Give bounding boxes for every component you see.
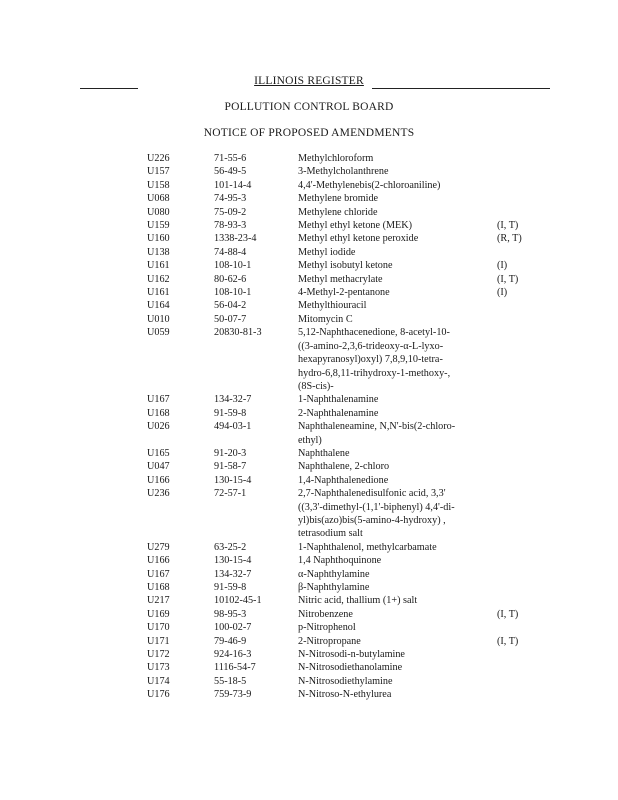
waste-code: U279 — [147, 541, 170, 553]
table-row — [0, 554, 618, 567]
substance-name — [298, 420, 488, 447]
substance-name — [298, 152, 488, 165]
cas-number: 101-14-4 — [214, 179, 252, 191]
substance-name-line: N-Nitroso-N-ethylurea — [298, 689, 392, 701]
substance-name — [298, 273, 488, 286]
table-row — [0, 407, 618, 420]
substance-name-line: N-Nitrosodi-n-butylamine — [298, 649, 405, 661]
board-title: POLLUTION CONTROL BOARD — [224, 101, 394, 113]
substance-name-line: Naphthaleneamine, N,N'-bis(2-chloro- — [298, 421, 456, 433]
notice-title: NOTICE OF PROPOSED AMENDMENTS — [203, 127, 415, 139]
waste-code: U138 — [147, 246, 170, 258]
cas-number: 98-95-3 — [214, 608, 247, 620]
table-row — [0, 541, 618, 554]
substance-name-line: hydro-6,8,11-trihydroxy-1-methoxy-, — [298, 367, 451, 379]
table-row — [0, 393, 618, 406]
cas-number: 134-32-7 — [214, 568, 252, 580]
table-row — [0, 661, 618, 674]
waste-code: U170 — [147, 622, 170, 634]
substance-name — [298, 246, 488, 259]
waste-code: U047 — [147, 461, 170, 473]
table-row — [0, 165, 618, 178]
cas-number: 134-32-7 — [214, 394, 252, 406]
table-row — [0, 313, 618, 326]
substance-name — [298, 192, 488, 205]
waste-code: U217 — [147, 595, 170, 607]
cas-number: 130-15-4 — [214, 555, 252, 567]
waste-code: U080 — [147, 206, 170, 218]
substance-name — [298, 474, 488, 487]
cas-number: 71-55-6 — [214, 153, 247, 164]
substance-name-line: Methyl iodide — [298, 246, 356, 258]
cas-number: 1338-23-4 — [214, 233, 257, 245]
substance-name — [298, 460, 488, 473]
waste-code: U165 — [147, 447, 170, 459]
substance-name — [298, 447, 488, 460]
table-row — [0, 568, 618, 581]
substance-name-line: 5,12-Naphthacenedione, 8-acetyl-10- — [298, 327, 450, 339]
header-rule-right — [372, 88, 550, 89]
cas-number: 91-20-3 — [214, 447, 247, 459]
waste-code: U164 — [147, 300, 170, 312]
cas-number: 1116-54-7 — [214, 662, 256, 674]
cas-number: 130-15-4 — [214, 474, 252, 486]
substance-name-line: Methyl ethyl ketone peroxide — [298, 233, 419, 245]
substance-name-line: 1-Naphthalenamine — [298, 394, 379, 406]
substance-name-line: N-Nitrosodiethanolamine — [298, 662, 403, 674]
cas-number: 100-02-7 — [214, 622, 252, 634]
substance-name — [298, 608, 488, 621]
substance-name — [298, 675, 488, 688]
table-row — [0, 192, 618, 205]
waste-code: U160 — [147, 233, 170, 245]
substance-name-line: Naphthalene, 2-chloro — [298, 461, 390, 473]
cas-number: 91-59-8 — [214, 582, 247, 593]
substance-name — [298, 259, 488, 272]
substance-name-line: ((3,3'-dimethyl-(1,1'-biphenyl) 4,4'-di- — [298, 501, 455, 513]
hazard-code: (I) — [497, 287, 508, 299]
substance-name — [298, 219, 488, 232]
substance-name — [298, 568, 488, 581]
cas-number: 74-95-3 — [214, 193, 247, 205]
waste-code: U168 — [147, 407, 170, 419]
substance-name-line: 2-Naphthalenamine — [298, 407, 379, 419]
substance-name — [298, 313, 488, 326]
waste-code: U158 — [147, 179, 170, 191]
substance-name-line: hexapyranosyl)oxyl) 7,8,9,10-tetra- — [298, 354, 443, 366]
cas-number: 10102-45-1 — [214, 595, 262, 607]
cas-number: 108-10-1 — [214, 260, 252, 272]
waste-code: U171 — [147, 635, 170, 647]
substance-name — [298, 299, 488, 312]
substance-name — [298, 635, 488, 648]
substance-name-line: Methylchloroform — [298, 153, 374, 164]
table-row — [0, 688, 618, 701]
substance-name-line: ethyl) — [298, 434, 322, 446]
waste-code: U169 — [147, 608, 170, 620]
cas-number: 75-09-2 — [214, 206, 247, 218]
table-row — [0, 232, 618, 245]
table-row — [0, 179, 618, 192]
waste-code: U173 — [147, 662, 170, 674]
header-rule-left — [80, 88, 138, 89]
substance-name — [298, 326, 488, 393]
substance-name-line: Methyl methacrylate — [298, 273, 383, 285]
substance-name-line: 4,4'-Methylenebis(2-chloroaniline) — [298, 179, 441, 191]
hazard-code: (I, T) — [497, 608, 519, 620]
substance-name — [298, 165, 488, 178]
table-row — [0, 447, 618, 460]
cas-number: 50-07-7 — [214, 313, 247, 325]
cas-number: 91-58-7 — [214, 461, 247, 473]
substance-name-line: 1,4-Naphthalenedione — [298, 474, 389, 486]
table-row — [0, 420, 618, 447]
substance-name-line: β-Naphthylamine — [298, 582, 370, 593]
substance-name-line: (8S-cis)- — [298, 380, 334, 392]
hazard-code: (I, T) — [497, 635, 519, 647]
hazard-code: (I, T) — [497, 220, 519, 232]
substance-name-line: 1-Naphthalenol, methylcarbamate — [298, 541, 437, 553]
table-row — [0, 259, 618, 272]
hazard-code: (I, T) — [497, 273, 519, 285]
register-title: ILLINOIS REGISTER — [254, 75, 364, 87]
waste-code-table — [0, 152, 618, 702]
hazard-code: (R, T) — [497, 233, 522, 245]
substance-name — [298, 393, 488, 406]
substance-name-line: 3-Methylcholanthrene — [298, 166, 389, 178]
waste-code: U166 — [147, 474, 170, 486]
substance-name — [298, 487, 488, 541]
cas-number: 74-88-4 — [214, 246, 247, 258]
substance-name — [298, 206, 488, 219]
table-row — [0, 474, 618, 487]
substance-name-line: α-Naphthylamine — [298, 568, 370, 580]
cas-number: 56-04-2 — [214, 300, 247, 312]
cas-number: 494-03-1 — [214, 421, 252, 433]
substance-name-line: N-Nitrosodiethylamine — [298, 675, 393, 687]
waste-code: U162 — [147, 273, 170, 285]
substance-name — [298, 286, 488, 299]
waste-code: U161 — [147, 287, 170, 299]
cas-number: 55-18-5 — [214, 675, 247, 687]
waste-code: U026 — [147, 421, 170, 433]
waste-code: U068 — [147, 193, 170, 205]
cas-number: 759-73-9 — [214, 689, 252, 701]
table-row — [0, 621, 618, 634]
table-row — [0, 581, 618, 594]
substance-name-line: p-Nitrophenol — [298, 622, 356, 634]
table-row — [0, 487, 618, 541]
substance-name-line: tetrasodium salt — [298, 528, 363, 540]
waste-code: U159 — [147, 220, 170, 232]
cas-number: 56-49-5 — [214, 166, 247, 178]
substance-name — [298, 688, 488, 701]
cas-number: 63-25-2 — [214, 541, 247, 553]
waste-code: U174 — [147, 675, 170, 687]
substance-name-line: 2,7-Naphthalenedisulfonic acid, 3,3' — [298, 488, 446, 500]
substance-name-line: Nitric acid, thallium (1+) salt — [298, 595, 418, 607]
substance-name-line: 1,4 Naphthoquinone — [298, 555, 382, 567]
table-row — [0, 608, 618, 621]
table-row — [0, 286, 618, 299]
waste-code: U172 — [147, 649, 170, 661]
cas-number: 924-16-3 — [214, 649, 252, 661]
cas-number: 79-46-9 — [214, 635, 247, 647]
waste-code: U226 — [147, 153, 170, 164]
cas-number: 91-59-8 — [214, 407, 247, 419]
waste-code: U176 — [147, 689, 170, 701]
substance-name — [298, 581, 488, 594]
cas-number: 20830-81-3 — [214, 327, 262, 339]
substance-name-line: Methylene chloride — [298, 206, 378, 218]
table-row — [0, 326, 618, 393]
substance-name-line: 4-Methyl-2-pentanone — [298, 287, 390, 299]
substance-name — [298, 554, 488, 567]
cas-number: 80-62-6 — [214, 273, 247, 285]
waste-code: U161 — [147, 260, 170, 272]
waste-code: U167 — [147, 394, 170, 406]
table-row — [0, 152, 618, 165]
table-row — [0, 219, 618, 232]
waste-code: U236 — [147, 488, 170, 500]
substance-name-line: Methyl ethyl ketone (MEK) — [298, 220, 413, 232]
substance-name — [298, 621, 488, 634]
table-row — [0, 648, 618, 661]
table-row — [0, 246, 618, 259]
waste-code: U167 — [147, 568, 170, 580]
substance-name — [298, 407, 488, 420]
substance-name-line: Methylthiouracil — [298, 300, 367, 312]
substance-name — [298, 179, 488, 192]
waste-code: U168 — [147, 582, 170, 593]
substance-name-line: 2-Nitropropane — [298, 635, 361, 647]
substance-name-line: Mitomycin C — [298, 313, 353, 325]
substance-name-line: Methylene bromide — [298, 193, 379, 205]
substance-name — [298, 232, 488, 245]
substance-name — [298, 541, 488, 554]
waste-code: U157 — [147, 166, 170, 178]
table-row — [0, 206, 618, 219]
table-row — [0, 594, 618, 607]
cas-number: 108-10-1 — [214, 287, 252, 299]
substance-name-line: Nitrobenzene — [298, 608, 353, 620]
substance-name — [298, 661, 488, 674]
table-row — [0, 460, 618, 473]
waste-code: U010 — [147, 313, 170, 325]
table-row — [0, 675, 618, 688]
substance-name-line: Naphthalene — [298, 447, 350, 459]
hazard-code: (I) — [497, 260, 508, 272]
substance-name — [298, 648, 488, 661]
waste-code: U059 — [147, 327, 170, 339]
table-row — [0, 635, 618, 648]
substance-name-line: ((3-amino-2,3,6-trideoxy-α-L-lyxo- — [298, 340, 444, 352]
substance-name-line: Methyl isobutyl ketone — [298, 260, 393, 272]
substance-name — [298, 594, 488, 607]
table-row — [0, 299, 618, 312]
cas-number: 78-93-3 — [214, 220, 247, 232]
table-row — [0, 273, 618, 286]
cas-number: 72-57-1 — [214, 488, 247, 500]
waste-code: U166 — [147, 555, 170, 567]
substance-name-line: yl)bis(azo)bis(5-amino-4-hydroxy) , — [298, 514, 446, 526]
